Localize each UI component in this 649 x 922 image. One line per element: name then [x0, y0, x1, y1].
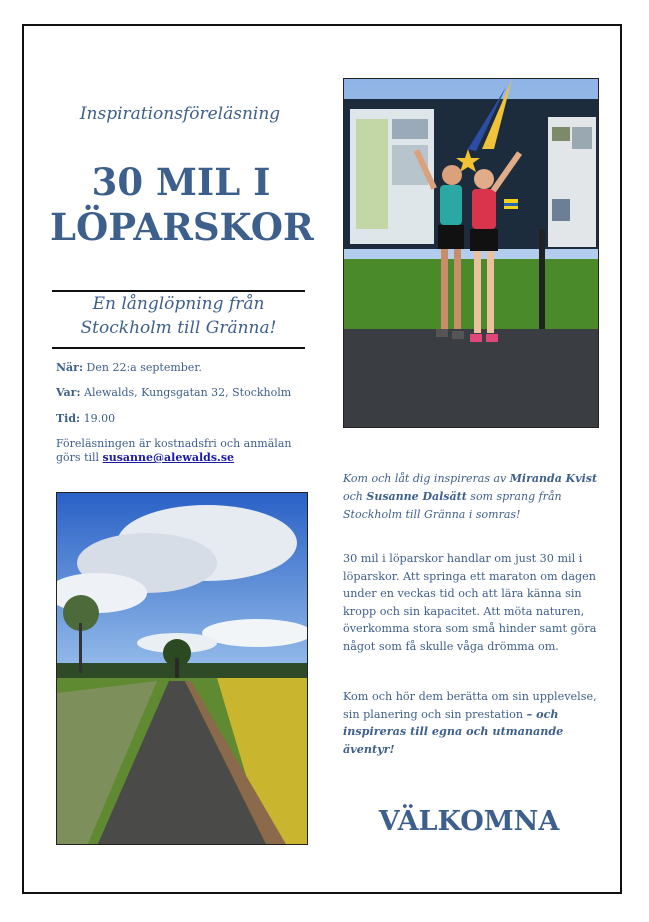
page-title [50, 160, 312, 250]
intro-paragraph [343, 470, 599, 524]
intro-part-3: som sprang från Stockholm till Gränna i somras! [343, 490, 562, 521]
time-value: 19.00 [80, 412, 116, 425]
info-registration [56, 437, 306, 465]
intro-part-1: Kom och låt dig inspireras av [343, 472, 510, 485]
info-time [56, 412, 306, 426]
title-line-2: LÖPARSKOR [50, 205, 314, 249]
body-paragraph-2 [343, 688, 599, 758]
runner-name-1: Miranda Kvist [509, 472, 598, 485]
subtitle-line-2: Stockholm till Gränna! [80, 318, 277, 338]
title-line-1: 30 MIL I [91, 160, 271, 204]
intro-part-2: och [343, 490, 367, 503]
email-link[interactable]: susanne@alewalds.se [102, 451, 235, 464]
runners-photo [343, 78, 599, 428]
info-when [56, 361, 306, 375]
registration-text: Föreläsningen är kostnadsfri och anmälan görs till [56, 437, 292, 464]
road-photo [56, 492, 308, 845]
closing-welcome: VÄLKOMNA [378, 806, 560, 837]
event-kicker: Inspirationsföreläsning [79, 104, 281, 124]
subtitle-line-1: En långlöpning från [92, 294, 265, 314]
when-value: Den 22:a september. [83, 361, 202, 374]
body-paragraph-1: 30 mil i löparskor handlar om just 30 mil i löparskor. Att springa ett maraton om dagen under en veckas tid och att lära känna sin kropp och sin kapacitet. Att möta naturen, överkomma stora som små hinder samt göra något som få skulle våga drömma om. [343, 552, 597, 653]
runners-photo-art [344, 79, 599, 428]
body-paragraph-2-text: Kom och hör dem berätta om sin upplevelse, sin planering och sin prestation [343, 690, 597, 721]
subtitle-bottom-rule [52, 347, 305, 349]
body-paragraph-2-emphasis: – och inspireras till egna och utmanande äventyr! [343, 706, 564, 756]
when-label: När: [56, 361, 84, 374]
where-label: Var: [56, 386, 81, 399]
subtitle [52, 292, 305, 340]
where-value: Alewalds, Kungsgatan 32, Stockholm [80, 386, 292, 399]
road-photo-art [57, 493, 308, 845]
time-label: Tid: [56, 412, 81, 425]
info-where [56, 386, 306, 400]
runner-name-2: Susanne Dalsätt [366, 490, 467, 503]
